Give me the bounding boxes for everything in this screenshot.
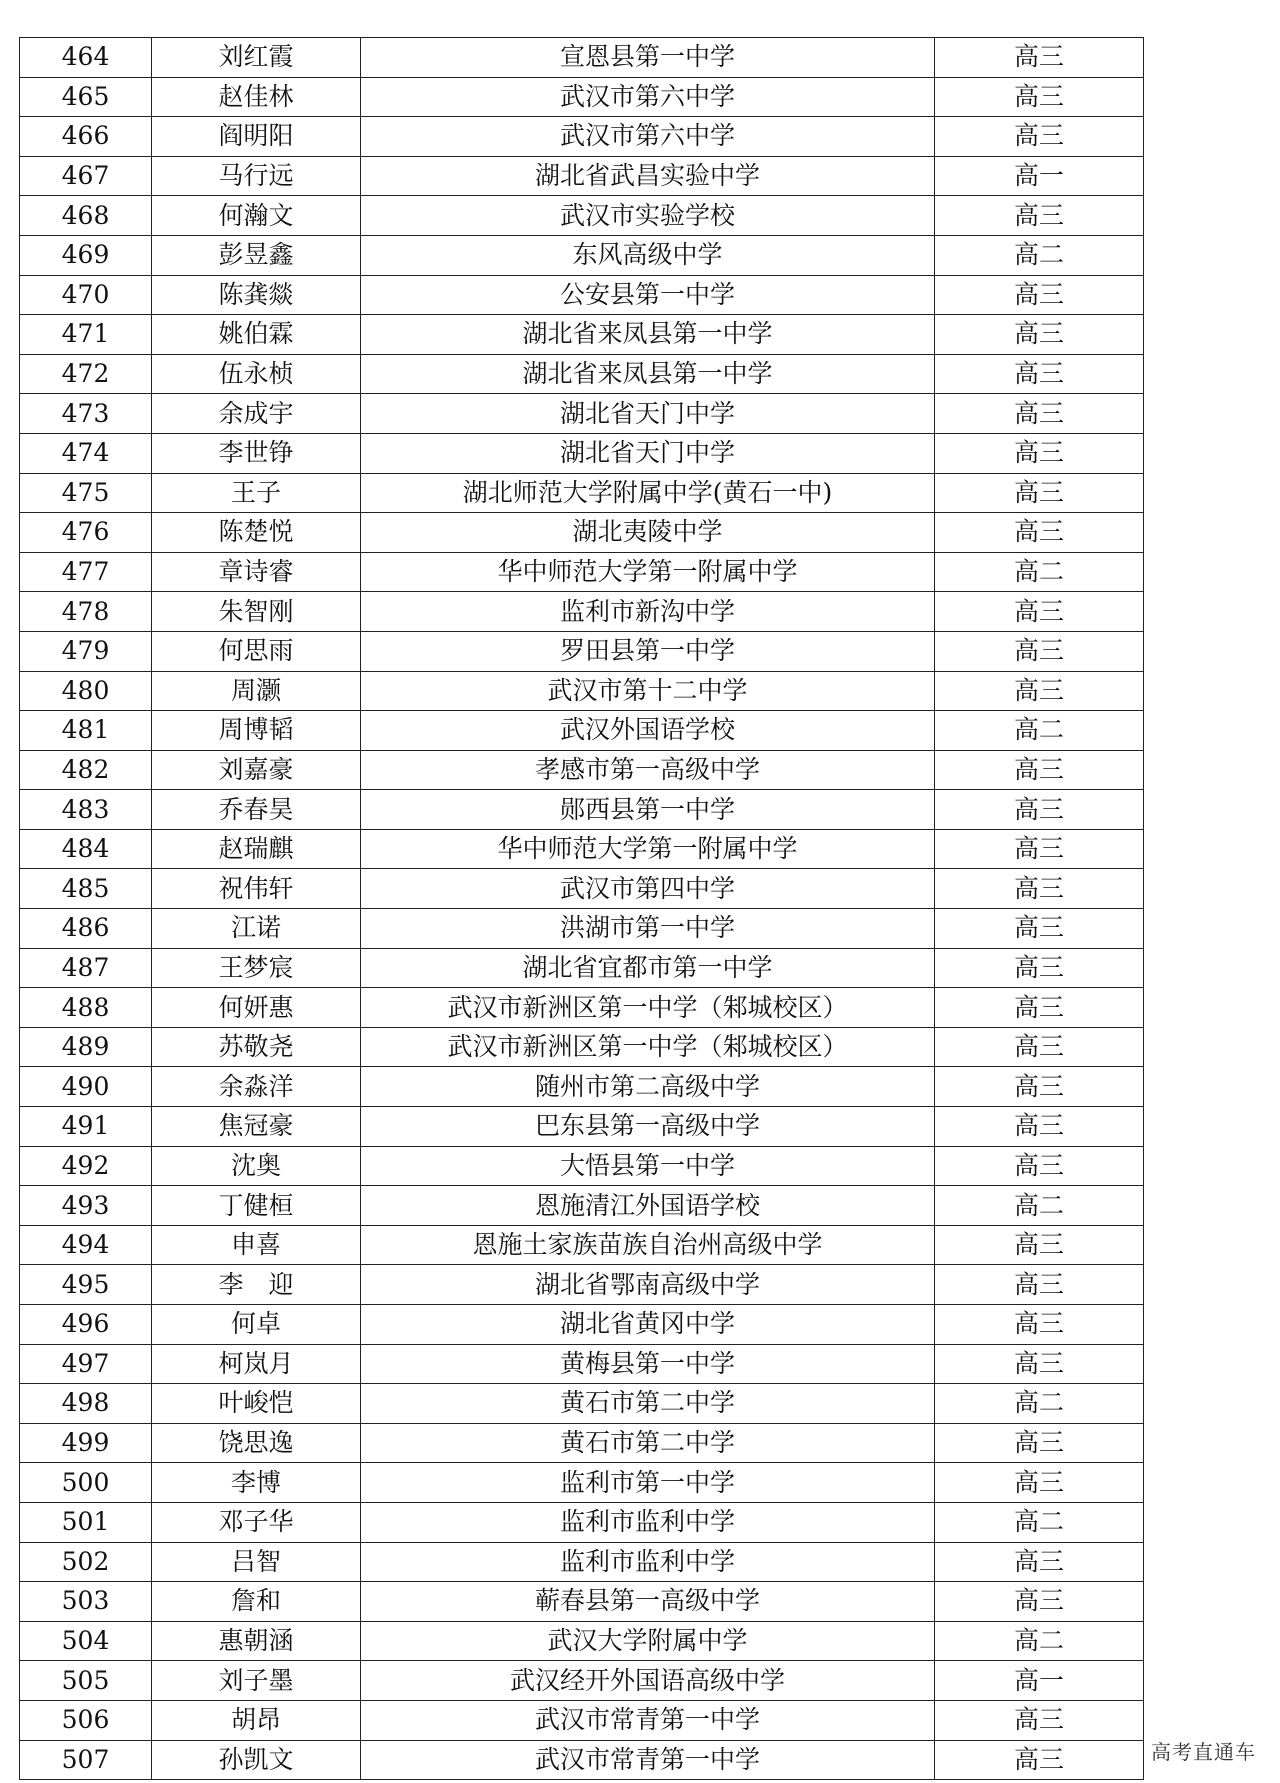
grade-cell: 高三 bbox=[935, 1582, 1144, 1622]
school-name-cell: 武汉大学附属中学 bbox=[361, 1621, 935, 1661]
row-number-cell: 486 bbox=[20, 909, 152, 949]
row-number-cell: 472 bbox=[20, 354, 152, 394]
grade-cell: 高三 bbox=[935, 592, 1144, 632]
student-name-cell: 阎明阳 bbox=[152, 117, 361, 157]
watermark-text: 高考直通车 bbox=[1151, 1740, 1256, 1764]
school-name-cell: 监利市监利中学 bbox=[361, 1542, 935, 1582]
student-name-cell: 李博 bbox=[152, 1463, 361, 1503]
school-name-cell: 武汉经开外国语高级中学 bbox=[361, 1661, 935, 1701]
table-row bbox=[20, 1423, 1144, 1463]
table-row bbox=[20, 671, 1144, 711]
table-row bbox=[20, 1661, 1144, 1701]
school-name-cell: 大悟县第一中学 bbox=[361, 1146, 935, 1186]
row-number-cell: 495 bbox=[20, 1265, 152, 1305]
row-number-cell: 487 bbox=[20, 948, 152, 988]
grade-cell: 高三 bbox=[935, 1344, 1144, 1384]
table-row bbox=[20, 790, 1144, 830]
table-row bbox=[20, 869, 1144, 909]
school-name-cell: 洪湖市第一中学 bbox=[361, 909, 935, 949]
grade-cell: 高三 bbox=[935, 631, 1144, 671]
grade-cell: 高三 bbox=[935, 948, 1144, 988]
row-number-cell: 474 bbox=[20, 433, 152, 473]
school-name-cell: 东风高级中学 bbox=[361, 235, 935, 275]
student-name-cell: 何瀚文 bbox=[152, 196, 361, 236]
school-name-cell: 湖北夷陵中学 bbox=[361, 513, 935, 553]
student-name-cell: 苏敬尧 bbox=[152, 1027, 361, 1067]
school-name-cell: 黄梅县第一中学 bbox=[361, 1344, 935, 1384]
table-row bbox=[20, 1186, 1144, 1226]
student-name-cell: 章诗睿 bbox=[152, 552, 361, 592]
grade-cell: 高三 bbox=[935, 1700, 1144, 1740]
student-name-cell: 余成宇 bbox=[152, 394, 361, 434]
student-name-cell: 刘子墨 bbox=[152, 1661, 361, 1701]
table-row bbox=[20, 988, 1144, 1028]
grade-cell: 高三 bbox=[935, 196, 1144, 236]
student-name-cell: 陈楚悦 bbox=[152, 513, 361, 553]
grade-cell: 高三 bbox=[935, 1146, 1144, 1186]
school-name-cell: 湖北师范大学附属中学(黄石一中) bbox=[361, 473, 935, 513]
grade-cell: 高一 bbox=[935, 156, 1144, 196]
row-number-cell: 484 bbox=[20, 829, 152, 869]
table-row bbox=[20, 77, 1144, 117]
school-name-cell: 华中师范大学第一附属中学 bbox=[361, 829, 935, 869]
grade-cell: 高三 bbox=[935, 473, 1144, 513]
student-name-cell: 马行远 bbox=[152, 156, 361, 196]
grade-cell: 高三 bbox=[935, 790, 1144, 830]
grade-cell: 高二 bbox=[935, 552, 1144, 592]
row-number-cell: 488 bbox=[20, 988, 152, 1028]
student-name-cell: 李 迎 bbox=[152, 1265, 361, 1305]
grade-cell: 高三 bbox=[935, 394, 1144, 434]
grade-cell: 高三 bbox=[935, 1067, 1144, 1107]
row-number-cell: 471 bbox=[20, 315, 152, 355]
table-row bbox=[20, 1146, 1144, 1186]
student-name-cell: 胡昂 bbox=[152, 1700, 361, 1740]
table-row bbox=[20, 1582, 1144, 1622]
table-row bbox=[20, 1700, 1144, 1740]
student-name-cell: 赵佳林 bbox=[152, 77, 361, 117]
grade-cell: 高三 bbox=[935, 77, 1144, 117]
row-number-cell: 482 bbox=[20, 750, 152, 790]
school-name-cell: 随州市第二高级中学 bbox=[361, 1067, 935, 1107]
row-number-cell: 473 bbox=[20, 394, 152, 434]
school-name-cell: 恩施清江外国语学校 bbox=[361, 1186, 935, 1226]
grade-cell: 高二 bbox=[935, 1502, 1144, 1542]
row-number-cell: 478 bbox=[20, 592, 152, 632]
grade-cell: 高三 bbox=[935, 988, 1144, 1028]
row-number-cell: 467 bbox=[20, 156, 152, 196]
grade-cell: 高三 bbox=[935, 1463, 1144, 1503]
row-number-cell: 505 bbox=[20, 1661, 152, 1701]
school-name-cell: 武汉外国语学校 bbox=[361, 711, 935, 751]
grade-cell: 高三 bbox=[935, 1542, 1144, 1582]
table-row bbox=[20, 552, 1144, 592]
school-name-cell: 湖北省武昌实验中学 bbox=[361, 156, 935, 196]
school-name-cell: 武汉市常青第一中学 bbox=[361, 1700, 935, 1740]
school-name-cell: 武汉市实验学校 bbox=[361, 196, 935, 236]
grade-cell: 高三 bbox=[935, 1027, 1144, 1067]
school-name-cell: 公安县第一中学 bbox=[361, 275, 935, 315]
school-name-cell: 华中师范大学第一附属中学 bbox=[361, 552, 935, 592]
table-row bbox=[20, 1344, 1144, 1384]
table-row bbox=[20, 117, 1144, 157]
student-list-table bbox=[19, 37, 1144, 1780]
school-name-cell: 湖北省天门中学 bbox=[361, 394, 935, 434]
row-number-cell: 477 bbox=[20, 552, 152, 592]
school-name-cell: 湖北省鄂南高级中学 bbox=[361, 1265, 935, 1305]
student-name-cell: 吕智 bbox=[152, 1542, 361, 1582]
grade-cell: 高二 bbox=[935, 1186, 1144, 1226]
student-name-cell: 李世铮 bbox=[152, 433, 361, 473]
student-name-cell: 周灏 bbox=[152, 671, 361, 711]
school-name-cell: 监利市监利中学 bbox=[361, 1502, 935, 1542]
row-number-cell: 466 bbox=[20, 117, 152, 157]
school-name-cell: 武汉市常青第一中学 bbox=[361, 1740, 935, 1780]
grade-cell: 高三 bbox=[935, 1740, 1144, 1780]
table-row bbox=[20, 592, 1144, 632]
student-name-cell: 孙凯文 bbox=[152, 1740, 361, 1780]
school-name-cell: 湖北省天门中学 bbox=[361, 433, 935, 473]
student-name-cell: 姚伯霖 bbox=[152, 315, 361, 355]
row-number-cell: 469 bbox=[20, 235, 152, 275]
grade-cell: 高三 bbox=[935, 869, 1144, 909]
grade-cell: 高二 bbox=[935, 711, 1144, 751]
grade-cell: 高二 bbox=[935, 235, 1144, 275]
table-row bbox=[20, 1621, 1144, 1661]
student-name-cell: 何思雨 bbox=[152, 631, 361, 671]
table-row bbox=[20, 1305, 1144, 1345]
table-row bbox=[20, 394, 1144, 434]
school-name-cell: 湖北省来凤县第一中学 bbox=[361, 354, 935, 394]
table-row bbox=[20, 909, 1144, 949]
school-name-cell: 郧西县第一中学 bbox=[361, 790, 935, 830]
student-name-cell: 饶思逸 bbox=[152, 1423, 361, 1463]
student-name-cell: 伍永桢 bbox=[152, 354, 361, 394]
grade-cell: 高三 bbox=[935, 1305, 1144, 1345]
row-number-cell: 489 bbox=[20, 1027, 152, 1067]
grade-cell: 高三 bbox=[935, 1107, 1144, 1147]
student-name-cell: 陈龚燚 bbox=[152, 275, 361, 315]
table-row bbox=[20, 1542, 1144, 1582]
row-number-cell: 494 bbox=[20, 1225, 152, 1265]
table-row bbox=[20, 1107, 1144, 1147]
student-name-cell: 刘红霞 bbox=[152, 38, 361, 78]
row-number-cell: 465 bbox=[20, 77, 152, 117]
table-row bbox=[20, 315, 1144, 355]
row-number-cell: 468 bbox=[20, 196, 152, 236]
table-row bbox=[20, 829, 1144, 869]
table-row bbox=[20, 948, 1144, 988]
row-number-cell: 499 bbox=[20, 1423, 152, 1463]
school-name-cell: 湖北省来凤县第一中学 bbox=[361, 315, 935, 355]
row-number-cell: 504 bbox=[20, 1621, 152, 1661]
table-row bbox=[20, 1067, 1144, 1107]
grade-cell: 高三 bbox=[935, 1225, 1144, 1265]
row-number-cell: 491 bbox=[20, 1107, 152, 1147]
table-row bbox=[20, 750, 1144, 790]
student-name-cell: 詹和 bbox=[152, 1582, 361, 1622]
grade-cell: 高三 bbox=[935, 38, 1144, 78]
student-name-cell: 朱智刚 bbox=[152, 592, 361, 632]
grade-cell: 高三 bbox=[935, 275, 1144, 315]
row-number-cell: 490 bbox=[20, 1067, 152, 1107]
student-name-cell: 邓子华 bbox=[152, 1502, 361, 1542]
student-name-cell: 彭昱鑫 bbox=[152, 235, 361, 275]
student-name-cell: 叶峻恺 bbox=[152, 1384, 361, 1424]
school-name-cell: 湖北省宜都市第一中学 bbox=[361, 948, 935, 988]
row-number-cell: 500 bbox=[20, 1463, 152, 1503]
row-number-cell: 464 bbox=[20, 38, 152, 78]
student-name-cell: 惠朝涵 bbox=[152, 1621, 361, 1661]
row-number-cell: 496 bbox=[20, 1305, 152, 1345]
student-name-cell: 焦冠豪 bbox=[152, 1107, 361, 1147]
grade-cell: 高一 bbox=[935, 1661, 1144, 1701]
row-number-cell: 492 bbox=[20, 1146, 152, 1186]
student-list-body bbox=[20, 38, 1144, 1780]
student-name-cell: 祝伟轩 bbox=[152, 869, 361, 909]
table-row bbox=[20, 1463, 1144, 1503]
row-number-cell: 501 bbox=[20, 1502, 152, 1542]
school-name-cell: 武汉市第六中学 bbox=[361, 117, 935, 157]
student-name-cell: 何卓 bbox=[152, 1305, 361, 1345]
table-row bbox=[20, 711, 1144, 751]
table-row bbox=[20, 473, 1144, 513]
school-name-cell: 武汉市新洲区第一中学（邾城校区） bbox=[361, 1027, 935, 1067]
student-name-cell: 余淼洋 bbox=[152, 1067, 361, 1107]
school-name-cell: 孝感市第一高级中学 bbox=[361, 750, 935, 790]
grade-cell: 高三 bbox=[935, 354, 1144, 394]
student-name-cell: 申喜 bbox=[152, 1225, 361, 1265]
table-row bbox=[20, 1265, 1144, 1305]
row-number-cell: 480 bbox=[20, 671, 152, 711]
student-name-cell: 江诺 bbox=[152, 909, 361, 949]
student-name-cell: 沈奥 bbox=[152, 1146, 361, 1186]
grade-cell: 高三 bbox=[935, 750, 1144, 790]
school-name-cell: 监利市第一中学 bbox=[361, 1463, 935, 1503]
school-name-cell: 武汉市第四中学 bbox=[361, 869, 935, 909]
table-row bbox=[20, 275, 1144, 315]
row-number-cell: 483 bbox=[20, 790, 152, 830]
table-row bbox=[20, 1740, 1144, 1780]
school-name-cell: 黄石市第二中学 bbox=[361, 1384, 935, 1424]
student-name-cell: 何妍惠 bbox=[152, 988, 361, 1028]
table-row bbox=[20, 235, 1144, 275]
grade-cell: 高三 bbox=[935, 433, 1144, 473]
student-name-cell: 王梦宸 bbox=[152, 948, 361, 988]
table-row bbox=[20, 433, 1144, 473]
row-number-cell: 506 bbox=[20, 1700, 152, 1740]
grade-cell: 高三 bbox=[935, 909, 1144, 949]
row-number-cell: 498 bbox=[20, 1384, 152, 1424]
row-number-cell: 470 bbox=[20, 275, 152, 315]
grade-cell: 高二 bbox=[935, 1384, 1144, 1424]
row-number-cell: 493 bbox=[20, 1186, 152, 1226]
student-name-cell: 周博韬 bbox=[152, 711, 361, 751]
school-name-cell: 武汉市第六中学 bbox=[361, 77, 935, 117]
table-row bbox=[20, 1027, 1144, 1067]
table-row bbox=[20, 196, 1144, 236]
grade-cell: 高三 bbox=[935, 315, 1144, 355]
school-name-cell: 武汉市新洲区第一中学（邾城校区） bbox=[361, 988, 935, 1028]
grade-cell: 高三 bbox=[935, 117, 1144, 157]
row-number-cell: 507 bbox=[20, 1740, 152, 1780]
school-name-cell: 蕲春县第一高级中学 bbox=[361, 1582, 935, 1622]
student-list-sheet bbox=[19, 37, 1144, 1780]
grade-cell: 高三 bbox=[935, 829, 1144, 869]
grade-cell: 高三 bbox=[935, 671, 1144, 711]
row-number-cell: 497 bbox=[20, 1344, 152, 1384]
table-row bbox=[20, 1225, 1144, 1265]
school-name-cell: 巴东县第一高级中学 bbox=[361, 1107, 935, 1147]
row-number-cell: 479 bbox=[20, 631, 152, 671]
grade-cell: 高三 bbox=[935, 1423, 1144, 1463]
student-name-cell: 刘嘉豪 bbox=[152, 750, 361, 790]
school-name-cell: 武汉市第十二中学 bbox=[361, 671, 935, 711]
table-row bbox=[20, 1502, 1144, 1542]
grade-cell: 高三 bbox=[935, 1265, 1144, 1305]
student-name-cell: 赵瑞麒 bbox=[152, 829, 361, 869]
row-number-cell: 502 bbox=[20, 1542, 152, 1582]
student-name-cell: 柯岚月 bbox=[152, 1344, 361, 1384]
school-name-cell: 湖北省黄冈中学 bbox=[361, 1305, 935, 1345]
school-name-cell: 宣恩县第一中学 bbox=[361, 38, 935, 78]
table-row bbox=[20, 156, 1144, 196]
school-name-cell: 黄石市第二中学 bbox=[361, 1423, 935, 1463]
table-row bbox=[20, 631, 1144, 671]
row-number-cell: 481 bbox=[20, 711, 152, 751]
school-name-cell: 罗田县第一中学 bbox=[361, 631, 935, 671]
table-row bbox=[20, 38, 1144, 78]
row-number-cell: 475 bbox=[20, 473, 152, 513]
row-number-cell: 476 bbox=[20, 513, 152, 553]
student-name-cell: 乔春昊 bbox=[152, 790, 361, 830]
student-name-cell: 王子 bbox=[152, 473, 361, 513]
table-row bbox=[20, 354, 1144, 394]
grade-cell: 高三 bbox=[935, 513, 1144, 553]
table-row bbox=[20, 513, 1144, 553]
school-name-cell: 恩施土家族苗族自治州高级中学 bbox=[361, 1225, 935, 1265]
row-number-cell: 485 bbox=[20, 869, 152, 909]
table-row bbox=[20, 1384, 1144, 1424]
school-name-cell: 监利市新沟中学 bbox=[361, 592, 935, 632]
grade-cell: 高二 bbox=[935, 1621, 1144, 1661]
row-number-cell: 503 bbox=[20, 1582, 152, 1622]
student-name-cell: 丁健桓 bbox=[152, 1186, 361, 1226]
